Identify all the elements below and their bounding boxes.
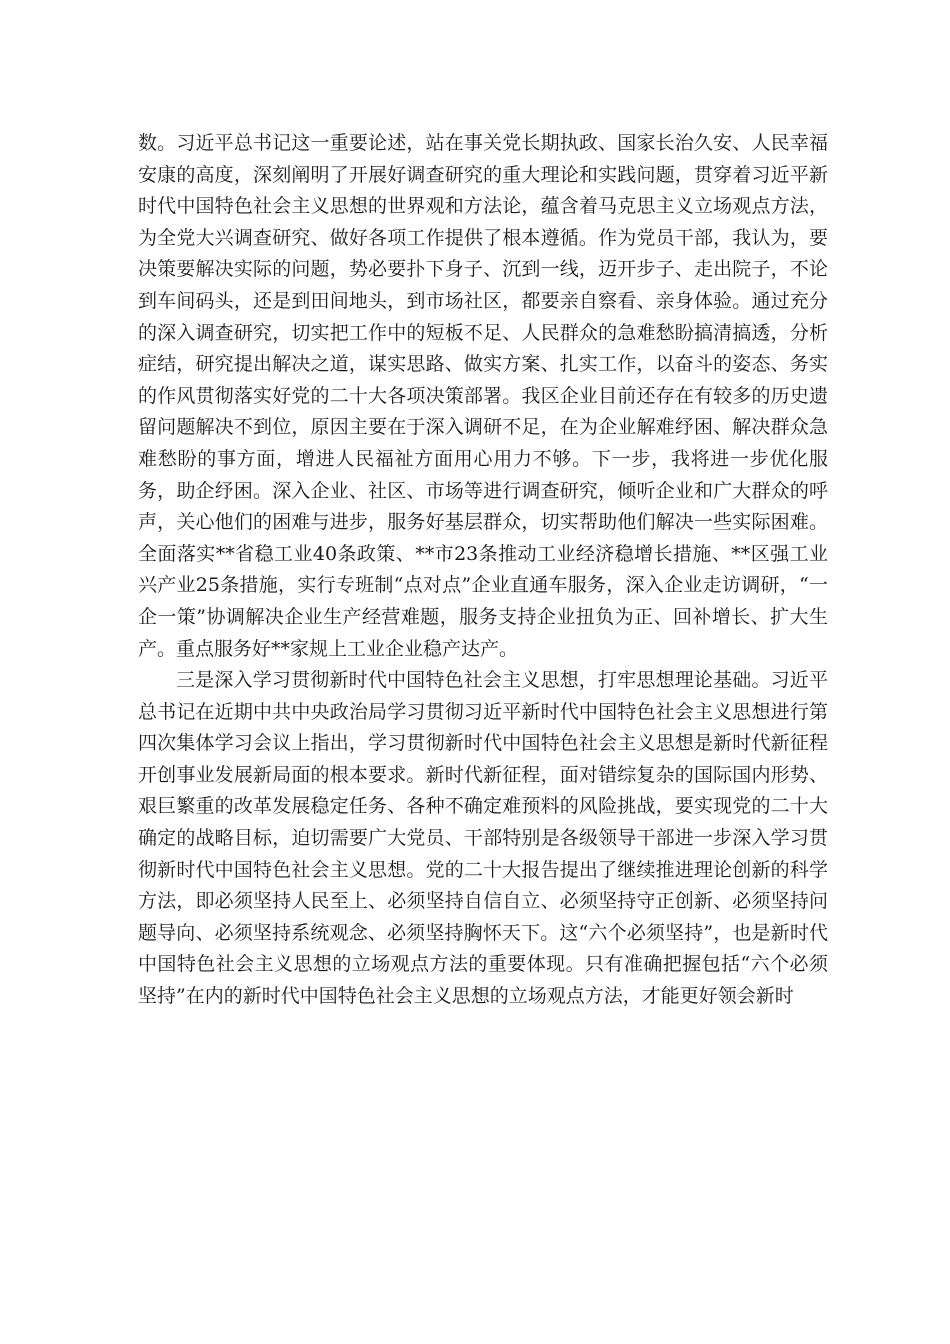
paragraph-section-three: 三是深入学习贯彻新时代中国特色社会主义思想，打牢思想理论基础。习近平总书记在近期中共中央政治局学习贯彻习近平新时代中国特色社会主义思想进行第四次集体学习会议上指出，学习贯彻新时代中国特色社会主义思想是新时代新征程开创事业发展新局面的根本要求。新时代新征程，面对错综复杂的国际国内形势、艰巨繁重的改革发展稳定任务、各种不确定难预料的风险挑战，要实现党的二十大确定的战略目标，迫切需要广大党员、干部特别是各级领导干部进一步深入学习贯彻新时代中国特色社会主义思想。党的二十大报告提出了继续推进理论创新的科学方法，即必须坚持人民至上、必须坚持自信自立、必须坚持守正创新、必须坚持问题导向、必须坚持系统观念、必须坚持胸怀天下。这“六个必须坚持”，也是新时代中国特色社会主义思想的立场观点方法的重要体现。只有准确把握包括“六个必须坚持”在内的新时代中国特色社会主义思想的立场观点方法，才能更好领会新时	[138, 669, 828, 1008]
document-body	[138, 128, 828, 1013]
paragraph-continued: 数。习近平总书记这一重要论述，站在事关党长期执政、国家长治久安、人民幸福安康的高度，深刻阐明了开展好调查研究的重大理论和实践问题，贯穿着习近平新时代中国特色社会主义思想的世界观和方法论，蕴含着马克思主义立场观点方法，为全党大兴调查研究、做好各项工作提供了根本遵循。作为党员干部，我认为，要决策要解决实际的问题，势必要扑下身子、沉到一线，迈开步子、走出院子，不论到车间码头，还是到田间地头，到市场社区，都要亲自察看、亲身体验。通过充分的深入调查研究，切实把工作中的短板不足、人民群众的急难愁盼搞清搞透，分析症结，研究提出解决之道，谋实思路、做实方案、扎实工作，以奋斗的姿态、务实的作风贯彻落实好党的二十大各项决策部署。我区企业目前还存在有较多的历史遗留问题解决不到位，原因主要在于深入调研不足，在为企业解难纾困、解决群众急难愁盼的事方面，增进人民福祉方面用心用力不够。下一步，我将进一步优化服务，助企纾困。深入企业、社区、市场等进行调查研究，倾听企业和广大群众的呼声，关心他们的困难与进步，服务好基层群众，切实帮助他们解决一些实际困难。全面落实**省稳工业40条政策、**市23条推动工业经济稳增长措施、**区强工业兴产业25条措施，实行专班制“点对点”企业直通车服务，深入企业走访调研，“一企一策”协调解决企业生产经营难题，服务支持企业扭负为正、回补增长、扩大生产。重点服务好**家规上工业企业稳产达产。	[138, 132, 828, 660]
